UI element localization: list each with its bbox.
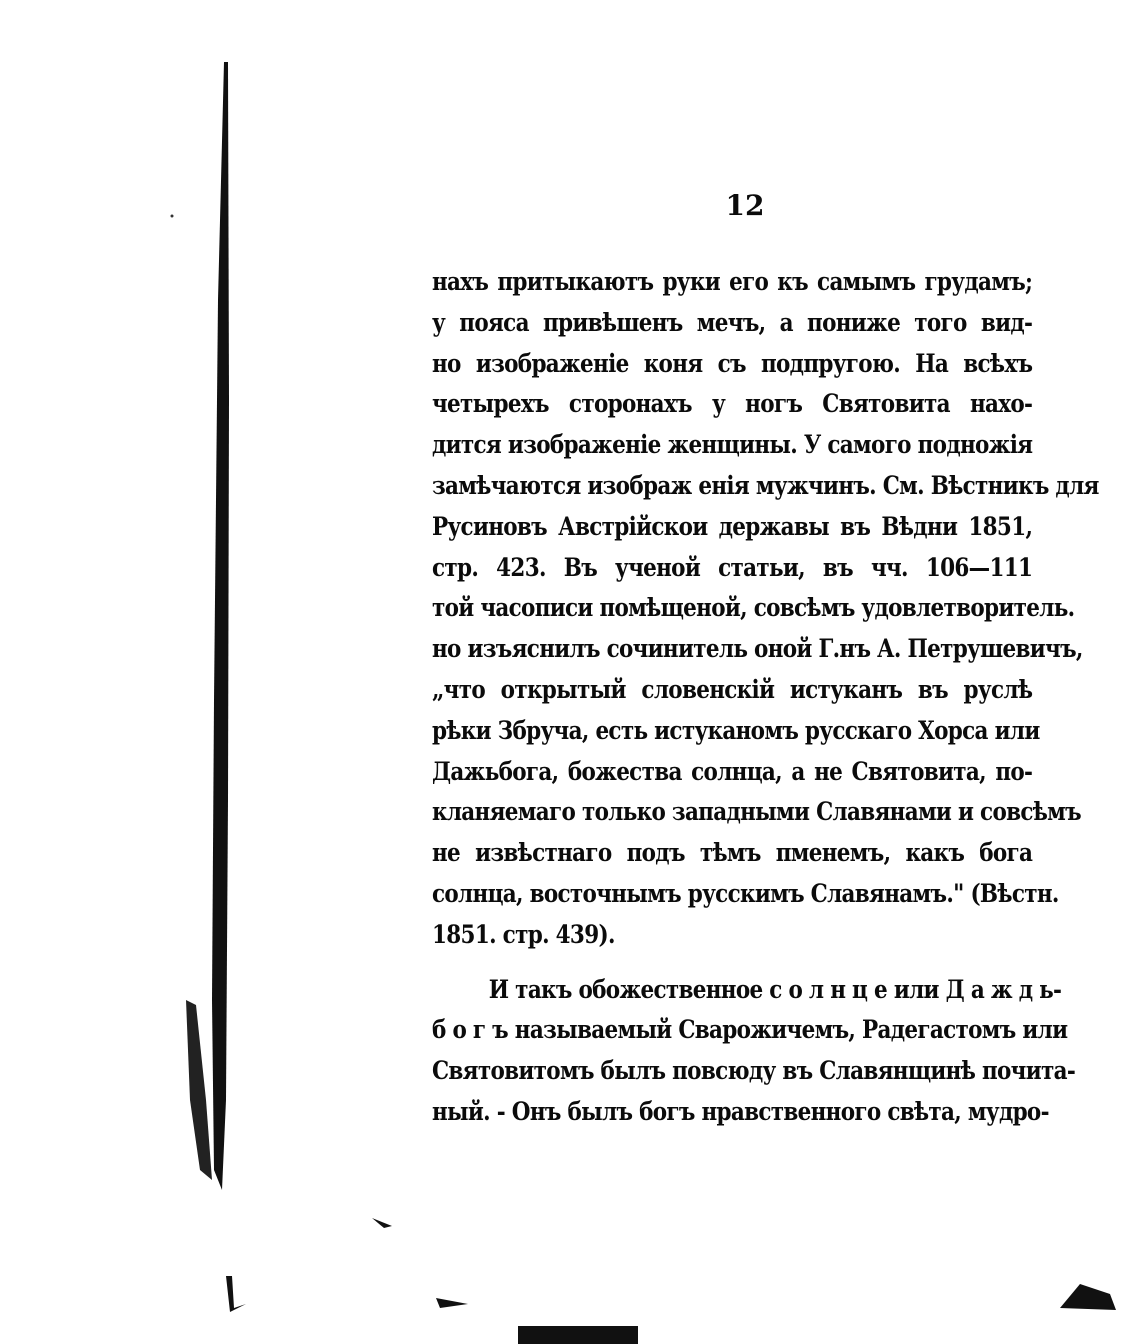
text-line: четырехъ сторонахъ у ногъ Святовита нахо- bbox=[432, 389, 1033, 419]
text-line: Святовитомъ былъ повсюду въ Славянщинѣ почита- bbox=[432, 1056, 1076, 1086]
text-line: не извѣстнаго подъ тѣмъ пменемъ, какъ бога bbox=[432, 838, 1033, 868]
body-text bbox=[432, 262, 1099, 1133]
page-number: 12 bbox=[725, 189, 765, 222]
text-line: солнца, восточнымъ русскимъ Славянамъ." (Вѣстн. bbox=[432, 878, 1059, 908]
text-line: „что открытый словенскій истуканъ въ руслѣ bbox=[432, 674, 1033, 704]
text-line: б о г ъ называемый Сварожичемъ, Радегастомъ или bbox=[432, 1015, 1068, 1045]
text-line: И такъ обожественное с о л н ц е или Д а ж д ь- bbox=[488, 974, 1062, 1004]
text-line: Русиновъ Австрійскои державы въ Вѣдни 1851, bbox=[432, 511, 1033, 541]
text-line: той часописи помѣщеной, совсѣмъ удовлетворитель. bbox=[432, 593, 1075, 623]
text-line: 1851. стр. 439). bbox=[432, 919, 615, 949]
text-line: дится изображеніе женщины. У самого подножія bbox=[432, 430, 1033, 460]
text-line: но изображеніе коня съ подпругою. На всѣхъ bbox=[432, 348, 1033, 378]
binding-edge-shadow bbox=[0, 0, 240, 1344]
text-line: рѣки Збруча, есть истуканомъ русскаго Хорса или bbox=[432, 715, 1040, 745]
text-line: нахъ притыкаютъ руки его къ самымъ грудамъ; bbox=[432, 267, 1033, 296]
text-line: кланяемаго только западными Славянами и совсѣмъ bbox=[432, 797, 1081, 827]
text-line: но изъяснилъ сочинитель оной Г.нъ А. Петрушевичъ, bbox=[432, 634, 1083, 664]
text-line: ный. - Онъ былъ богъ нравственного свѣта, мудро- bbox=[432, 1096, 1049, 1126]
text-line: замѣчаются изображ енія мужчинъ. См. Вѣстникъ для bbox=[432, 470, 1099, 500]
text-line: у пояса привѣшенъ мечъ, а пониже того вид- bbox=[432, 307, 1033, 337]
text-line: Дажьбога, божества солнца, а не Святовита, по- bbox=[432, 756, 1033, 786]
text-line: стр. 423. Въ ученой статьи, въ чч. 106—111 bbox=[432, 552, 1033, 582]
scan-artifacts bbox=[0, 1180, 1140, 1344]
paragraph-gap bbox=[432, 956, 1032, 970]
